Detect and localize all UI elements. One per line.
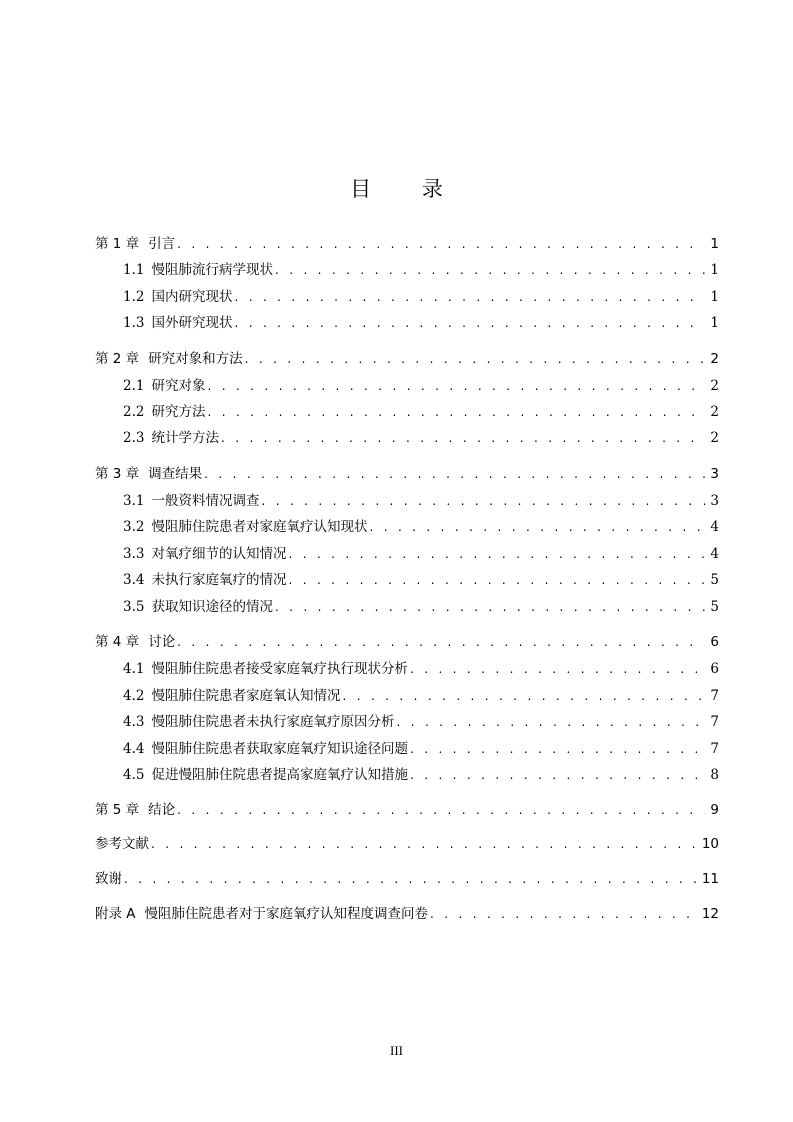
toc-entry-page: 7 [710,688,719,704]
dot-leader [288,544,705,564]
dot-leader [430,904,698,924]
toc-entry-number: 4.4 [123,741,145,757]
dot-leader [177,800,705,820]
toc-entry-label [123,570,286,590]
toc-chapter-entry[interactable] [95,349,719,369]
toc-entry-number: 4.5 [123,767,145,783]
toc-entry-page: 5 [710,572,719,588]
dot-leader [207,376,705,396]
toc-section-entry[interactable] [123,402,719,422]
toc-entry-number: 3.4 [123,572,145,588]
toc-entry-number: 1.2 [123,289,145,305]
toc-entry-text: 慢阻肺住院患者家庭氧认知情况 [151,688,341,704]
dot-leader [396,712,705,732]
dot-leader [410,765,705,785]
toc-entry-text: 获取知识途径的情况 [151,599,273,615]
toc-chapter-entry[interactable] [95,904,719,924]
toc-entry-page: 6 [710,634,719,650]
dot-leader [275,260,705,280]
toc-entry-text: 未执行家庭氧疗的情况 [151,572,287,588]
toc-entry-page: 12 [701,906,719,922]
toc-entry-label [123,428,219,448]
toc-entry-number: 1.3 [123,315,145,331]
toc-entry-text: 慢阻肺住院患者获取家庭氧疗知识途径问题 [151,741,408,757]
toc-entry-text: 对氧疗细节的认知情况 [151,546,287,562]
toc-entry-page: 8 [710,767,719,783]
toc-chapter-entry[interactable] [95,800,719,820]
toc-entry-text: 慢阻肺住院患者未执行家庭氧疗原因分析 [151,714,395,730]
toc-entry-page: 1 [710,315,719,331]
toc-entry-label [123,739,408,759]
toc-entry-label [95,349,243,369]
toc-section-entry[interactable] [123,570,719,590]
toc-entry-label [123,376,205,396]
toc-entry-text: 引言 [148,236,176,252]
dot-leader [369,517,705,537]
dot-leader [410,739,705,759]
toc-entry-text: 慢阻肺住院患者对于家庭氧疗认知程度调查问卷 [144,906,429,922]
toc-entry-text: 结论 [148,802,176,818]
toc-section-entry[interactable] [123,260,719,280]
toc-entry-text: 研究对象 [151,378,206,394]
toc-entry-page: 4 [710,546,719,562]
toc-entry-text: 致谢 [95,871,122,887]
toc-entry-page: 2 [710,378,719,394]
toc-entry-page: 10 [701,836,719,852]
toc-entry-page: 2 [710,430,719,446]
toc-entry-page: 7 [710,714,719,730]
toc-entry-text: 促进慢阻肺住院患者提高家庭氧疗认知措施 [151,767,408,783]
toc-entry-number: 第 2 章 [95,351,140,367]
toc-chapter-entry[interactable] [95,869,719,889]
dot-leader [261,491,705,511]
dot-leader [151,834,698,854]
toc-entry-label [123,544,286,564]
toc-entry-page: 7 [710,741,719,757]
toc-entry-label [123,402,205,422]
toc-section-entry[interactable] [123,686,719,706]
toc-entry-page: 6 [710,661,719,677]
dot-leader [342,686,705,706]
toc-entry-number: 2.2 [123,404,145,420]
toc-section-entry[interactable] [123,712,719,732]
toc-section-entry[interactable] [123,739,719,759]
dot-leader [177,234,705,254]
toc-entry-number: 第 1 章 [95,236,140,252]
dot-leader [288,570,705,590]
toc-section-entry[interactable] [123,517,719,537]
toc-entry-text: 慢阻肺住院患者接受家庭氧疗执行现状分析 [151,661,408,677]
toc-entry-label [95,869,122,889]
toc-entry-number: 第 5 章 [95,802,140,818]
toc-entry-label [123,313,232,333]
page-number: III [390,1043,403,1058]
toc-entry-page: 1 [710,289,719,305]
toc-section-entry[interactable] [123,376,719,396]
toc-entry-number: 1.1 [123,262,145,278]
dot-leader [204,464,705,484]
toc-entry-number: 4.1 [123,661,145,677]
toc-entry-label [95,800,175,820]
page-title: 目 录 [350,177,465,201]
toc-entry-number: 附录 A [95,906,136,922]
toc-chapter-entry[interactable] [95,632,719,652]
toc-entry-label [123,765,408,785]
toc-entry-text: 一般资料情况调查 [151,493,260,509]
toc-entry-page: 2 [710,404,719,420]
toc-section-entry[interactable] [123,313,719,333]
toc-entry-number: 第 4 章 [95,634,140,650]
toc-entry-number: 2.3 [123,430,145,446]
toc-entry-text: 研究对象和方法 [148,351,243,367]
toc-entry-label [95,234,175,254]
toc-entry-page: 5 [710,599,719,615]
toc-entry-page: 9 [710,802,719,818]
toc-entry-label [95,632,175,652]
toc-section-entry[interactable] [123,597,719,617]
toc-entry-number: 第 3 章 [95,466,140,482]
toc-entry-text: 调查结果 [148,466,203,482]
toc-entry-label [95,464,202,484]
toc-entry-label [123,287,232,307]
toc-entry-page: 11 [701,871,719,887]
toc-entry-label [123,517,367,537]
toc-section-entry[interactable] [123,765,719,785]
toc-chapter-entry[interactable] [95,234,719,254]
toc-chapter-entry[interactable] [95,834,719,854]
toc-entry-text: 国外研究现状 [151,315,233,331]
toc-entry-number: 4.2 [123,688,145,704]
toc-entry-label [95,904,428,924]
toc-entry-label [123,491,259,511]
toc-entry-text: 参考文献 [95,836,149,852]
dot-leader [207,402,705,422]
toc-section-entry[interactable] [123,428,719,448]
toc-entry-page: 3 [710,466,719,482]
toc-entry-number: 4.3 [123,714,145,730]
dot-leader [275,597,705,617]
toc-entry-number: 3.5 [123,599,145,615]
toc-entry-text: 研究方法 [151,404,206,420]
toc-section-entry[interactable] [123,659,719,679]
dot-leader [124,869,698,889]
toc-entry-label [123,597,273,617]
dot-leader [177,632,705,652]
dot-leader [234,313,705,333]
dot-leader [234,287,705,307]
toc-entry-text: 慢阻肺住院患者对家庭氧疗认知现状 [151,519,368,535]
toc-entry-label [95,834,149,854]
toc-entry-label [123,659,408,679]
toc-entry-text: 国内研究现状 [151,289,233,305]
toc-entry-page: 1 [710,262,719,278]
toc-entry-label [123,712,394,732]
dot-leader [245,349,705,369]
toc-entry-text: 统计学方法 [151,430,219,446]
toc-entry-number: 3.3 [123,546,145,562]
toc-section-entry[interactable] [123,287,719,307]
toc-entry-number: 2.1 [123,378,145,394]
toc-entry-page: 1 [710,236,719,252]
toc-entry-label [123,260,273,280]
dot-leader [410,659,705,679]
toc-entry-number: 3.2 [123,519,145,535]
toc-entry-text: 慢阻肺流行病学现状 [151,262,273,278]
toc-chapter-entry[interactable] [95,464,719,484]
toc-entry-page: 2 [710,351,719,367]
toc-section-entry[interactable] [123,544,719,564]
toc-entry-page: 4 [710,519,719,535]
toc-entry-number: 3.1 [123,493,145,509]
toc-entry-page: 3 [710,493,719,509]
toc-entry-label [123,686,340,706]
toc-section-entry[interactable] [123,491,719,511]
toc-entry-text: 讨论 [148,634,176,650]
dot-leader [221,428,705,448]
